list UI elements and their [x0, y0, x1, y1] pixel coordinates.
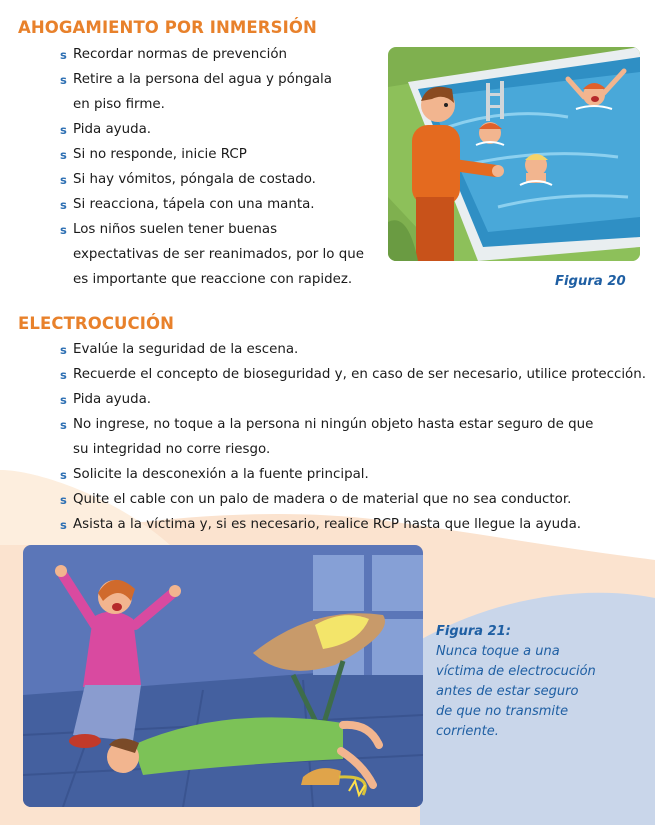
drowning-steps-list [61, 42, 364, 292]
list-item: s Si hay vómitos, póngala de costado. [61, 167, 364, 192]
list-item: s Evalúe la seguridad de la escena. [61, 337, 646, 362]
bullet-marker: s [60, 468, 67, 482]
section-title-electrocution: ELECTROCUCIÓN [18, 314, 175, 333]
list-item: s No ingrese, no toque a la persona ni ningún objeto hasta estar seguro de que su integridad no corre riesgo. [61, 412, 646, 462]
bullet-marker: s [60, 48, 67, 62]
list-item: s Recordar normas de prevención [61, 42, 364, 67]
figure-21-label: Figura 21: [436, 624, 511, 639]
figure-21-electrocution-illustration [23, 545, 423, 807]
list-item: s Solicite la desconexión a la fuente principal. [61, 462, 646, 487]
figure-20-label: Figura 20 [555, 274, 626, 289]
figure-20-pool-illustration [388, 47, 640, 261]
list-item: s Pida ayuda. [61, 117, 364, 142]
bullet-marker: s [60, 73, 67, 87]
figure-21-caption [436, 622, 626, 742]
bullet-marker: s [60, 518, 67, 532]
list-item: s Recuerde el concepto de bioseguridad y, en caso de ser necesario, utilice protección. [61, 362, 646, 387]
caption-line: víctima de electrocución [436, 664, 596, 679]
pool-drowning-illustration [388, 47, 640, 261]
caption-line: de que no transmite [436, 704, 569, 719]
bullet-marker: s [60, 198, 67, 212]
caption-line: corriente. [436, 724, 499, 739]
list-item: s Asista a la víctima y, si es necesario, realice RCP hasta que llegue la ayuda. [61, 512, 646, 537]
bullet-marker: s [60, 418, 67, 432]
bullet-marker: s [60, 123, 67, 137]
list-item: s Los niños suelen tener buenas expectativas de ser reanimados, por lo que es importante que reaccione con rapidez. [61, 217, 364, 292]
bullet-marker: s [60, 223, 67, 237]
section-title-drowning: AHOGAMIENTO POR INMERSIÓN [18, 18, 317, 37]
bullet-marker: s [60, 493, 67, 507]
electrocution-ironing-illustration [23, 545, 423, 807]
caption-line: Nunca toque a una [436, 644, 560, 659]
bullet-marker: s [60, 393, 67, 407]
electrocution-steps-list [61, 337, 646, 537]
list-item: s Pida ayuda. [61, 387, 646, 412]
bullet-marker: s [60, 173, 67, 187]
list-item: s Quite el cable con un palo de madera o de material que no sea conductor. [61, 487, 646, 512]
bullet-marker: s [60, 148, 67, 162]
list-item: s Si no responde, inicie RCP [61, 142, 364, 167]
list-item: s Si reacciona, tápela con una manta. [61, 192, 364, 217]
caption-line: antes de estar seguro [436, 684, 579, 699]
bullet-marker: s [60, 368, 67, 382]
bullet-marker: s [60, 343, 67, 357]
list-item: s Retire a la persona del agua y póngala en piso firme. [61, 67, 364, 117]
